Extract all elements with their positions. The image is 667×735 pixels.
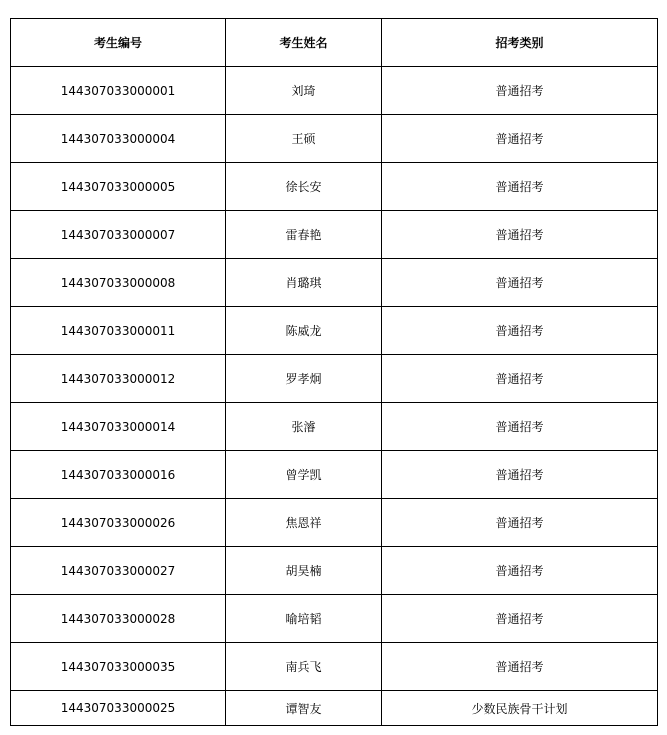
cell-candidate-id: 144307033000007 [11,211,226,259]
cell-candidate-name: 张濬 [226,403,382,451]
cell-exam-category: 普通招考 [382,547,658,595]
table-row [11,355,658,403]
cell-exam-category: 普通招考 [382,595,658,643]
table-row [11,547,658,595]
cell-exam-category: 普通招考 [382,115,658,163]
table-row [11,259,658,307]
cell-candidate-name: 曾学凯 [226,451,382,499]
cell-candidate-id: 144307033000012 [11,355,226,403]
cell-exam-category: 普通招考 [382,307,658,355]
cell-candidate-name: 南兵飞 [226,643,382,691]
cell-candidate-id: 144307033000016 [11,451,226,499]
cell-candidate-id: 144307033000028 [11,595,226,643]
cell-candidate-id: 144307033000008 [11,259,226,307]
cell-candidate-name: 刘琦 [226,67,382,115]
cell-candidate-name: 徐长安 [226,163,382,211]
cell-candidate-name: 肖璐琪 [226,259,382,307]
table-row [11,595,658,643]
table-row [11,163,658,211]
table-row [11,115,658,163]
table-row [11,451,658,499]
cell-candidate-name: 胡昊楠 [226,547,382,595]
table-row [11,403,658,451]
cell-candidate-id: 144307033000026 [11,499,226,547]
cell-exam-category: 普通招考 [382,211,658,259]
cell-candidate-id: 144307033000005 [11,163,226,211]
candidate-table-wrapper [10,18,658,726]
table-row [11,307,658,355]
table-row [11,211,658,259]
cell-exam-category: 普通招考 [382,499,658,547]
header-candidate-id: 考生编号 [11,19,226,67]
cell-candidate-id: 144307033000004 [11,115,226,163]
cell-exam-category: 普通招考 [382,355,658,403]
cell-candidate-name: 焦恩祥 [226,499,382,547]
table-row [11,643,658,691]
cell-candidate-id: 144307033000025 [11,691,226,726]
cell-exam-category: 普通招考 [382,67,658,115]
cell-candidate-id: 144307033000035 [11,643,226,691]
cell-candidate-name: 谭智友 [226,691,382,726]
table-body [11,67,658,726]
table-row [11,499,658,547]
table-row [11,67,658,115]
cell-exam-category: 普通招考 [382,163,658,211]
cell-candidate-name: 罗孝炯 [226,355,382,403]
cell-candidate-name: 陈威龙 [226,307,382,355]
header-exam-category: 招考类别 [382,19,658,67]
candidate-table [10,18,658,726]
cell-exam-category: 普通招考 [382,259,658,307]
cell-candidate-id: 144307033000011 [11,307,226,355]
cell-exam-category: 普通招考 [382,643,658,691]
cell-candidate-id: 144307033000014 [11,403,226,451]
cell-candidate-name: 雷春艳 [226,211,382,259]
cell-exam-category: 普通招考 [382,451,658,499]
header-candidate-name: 考生姓名 [226,19,382,67]
cell-candidate-name: 王硕 [226,115,382,163]
table-header-row [11,19,658,67]
cell-exam-category: 少数民族骨干计划 [382,691,658,726]
cell-exam-category: 普通招考 [382,403,658,451]
cell-candidate-id: 144307033000027 [11,547,226,595]
cell-candidate-name: 喻培韬 [226,595,382,643]
table-row [11,691,658,726]
cell-candidate-id: 144307033000001 [11,67,226,115]
